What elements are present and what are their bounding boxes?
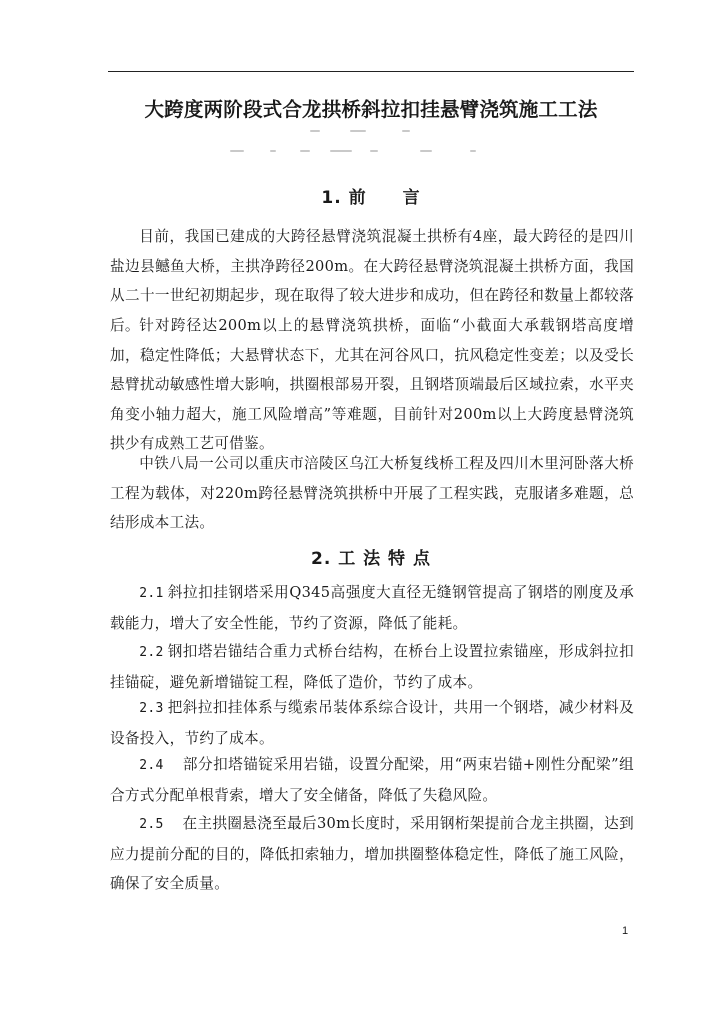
item-number: 2.1 <box>139 586 164 601</box>
section-heading-features: 2. 工 法 特 点 <box>311 549 431 569</box>
faint-scan-marks <box>230 130 500 136</box>
faint-scan-marks <box>230 150 500 156</box>
paragraph: 针对跨径达200m以上的悬臂浇筑拱桥，面临“小截面大承载钢塔高度增加，稳定性降低；大悬臂状态下，尤其在河谷风口，抗风稳定性变差；以及受长悬臂扰动敏感性增大影响，拱圈根部易开裂，且钢塔顶端最后区域拉索，水平夹角变小轴力超大，施工风险增高”等难题，目前针对200m以上大跨度悬臂浇筑拱少有成熟工艺可借鉴。 <box>110 317 634 452</box>
section-heading-introduction: 1. 前 言 <box>321 188 421 208</box>
header-rule <box>108 71 634 72</box>
feature-item <box>110 693 634 753</box>
paragraph: 目前，我国已建成的大跨径悬臂浇筑混凝土拱桥有4座，最大跨径的是四川盐边县鳡鱼大桥，主拱净跨径200m。在大跨径悬臂浇筑混凝土拱桥方面，我国从二十一世纪初期起步，现在取得了较大进步和成功，但在跨径和数量上都较落后。 <box>110 228 634 334</box>
feature-item <box>110 637 634 697</box>
item-number: 2.2 <box>139 645 164 660</box>
item-number: 2.4 <box>139 758 164 773</box>
feature-item <box>110 750 634 810</box>
item-text: 在主拱圈悬浇至最后30m长度时，采用钢桁架提前合龙主拱圈，达到应力提前分配的目的，降低扣索轴力，增加拱圈整体稳定性，降低了施工风险，确保了安全质量。 <box>110 815 634 892</box>
feature-item <box>110 578 634 638</box>
document-title: 大跨度两阶段式合龙拱桥斜拉扣挂悬臂浇筑施工工法 <box>144 98 598 121</box>
page-number: 1 <box>622 925 629 937</box>
item-text: 部分扣塔锚锭采用岩锚，设置分配梁，用“两束岩锚+刚性分配梁”组合方式分配单根背索，增大了安全储备，降低了失稳风险。 <box>110 756 634 804</box>
item-text: 斜拉扣挂钢塔采用Q345高强度大直径无缝钢管提高了钢塔的刚度及承载能力，增大了安全性能，节约了资源，降低了能耗。 <box>110 584 634 632</box>
paragraph: 中铁八局一公司以重庆市涪陵区乌江大桥复线桥工程及四川木里河卧落大桥工程为载体，对220m跨径悬臂浇筑拱桥中开展了工程实践，克服诸多难题，总结形成本工法。 <box>110 455 634 531</box>
item-text: 把斜拉扣挂体系与缆索吊装体系综合设计，共用一个钢塔，减少材料及设备投入，节约了成本。 <box>110 699 634 747</box>
item-text: 钢扣塔岩锚结合重力式桥台结构，在桥台上设置拉索锚座，形成斜拉扣挂锚碇，避免新增锚锭工程，降低了造价，节约了成本。 <box>110 643 634 691</box>
item-number: 2.5 <box>139 817 164 832</box>
item-number: 2.3 <box>139 701 164 716</box>
feature-item <box>110 809 634 899</box>
